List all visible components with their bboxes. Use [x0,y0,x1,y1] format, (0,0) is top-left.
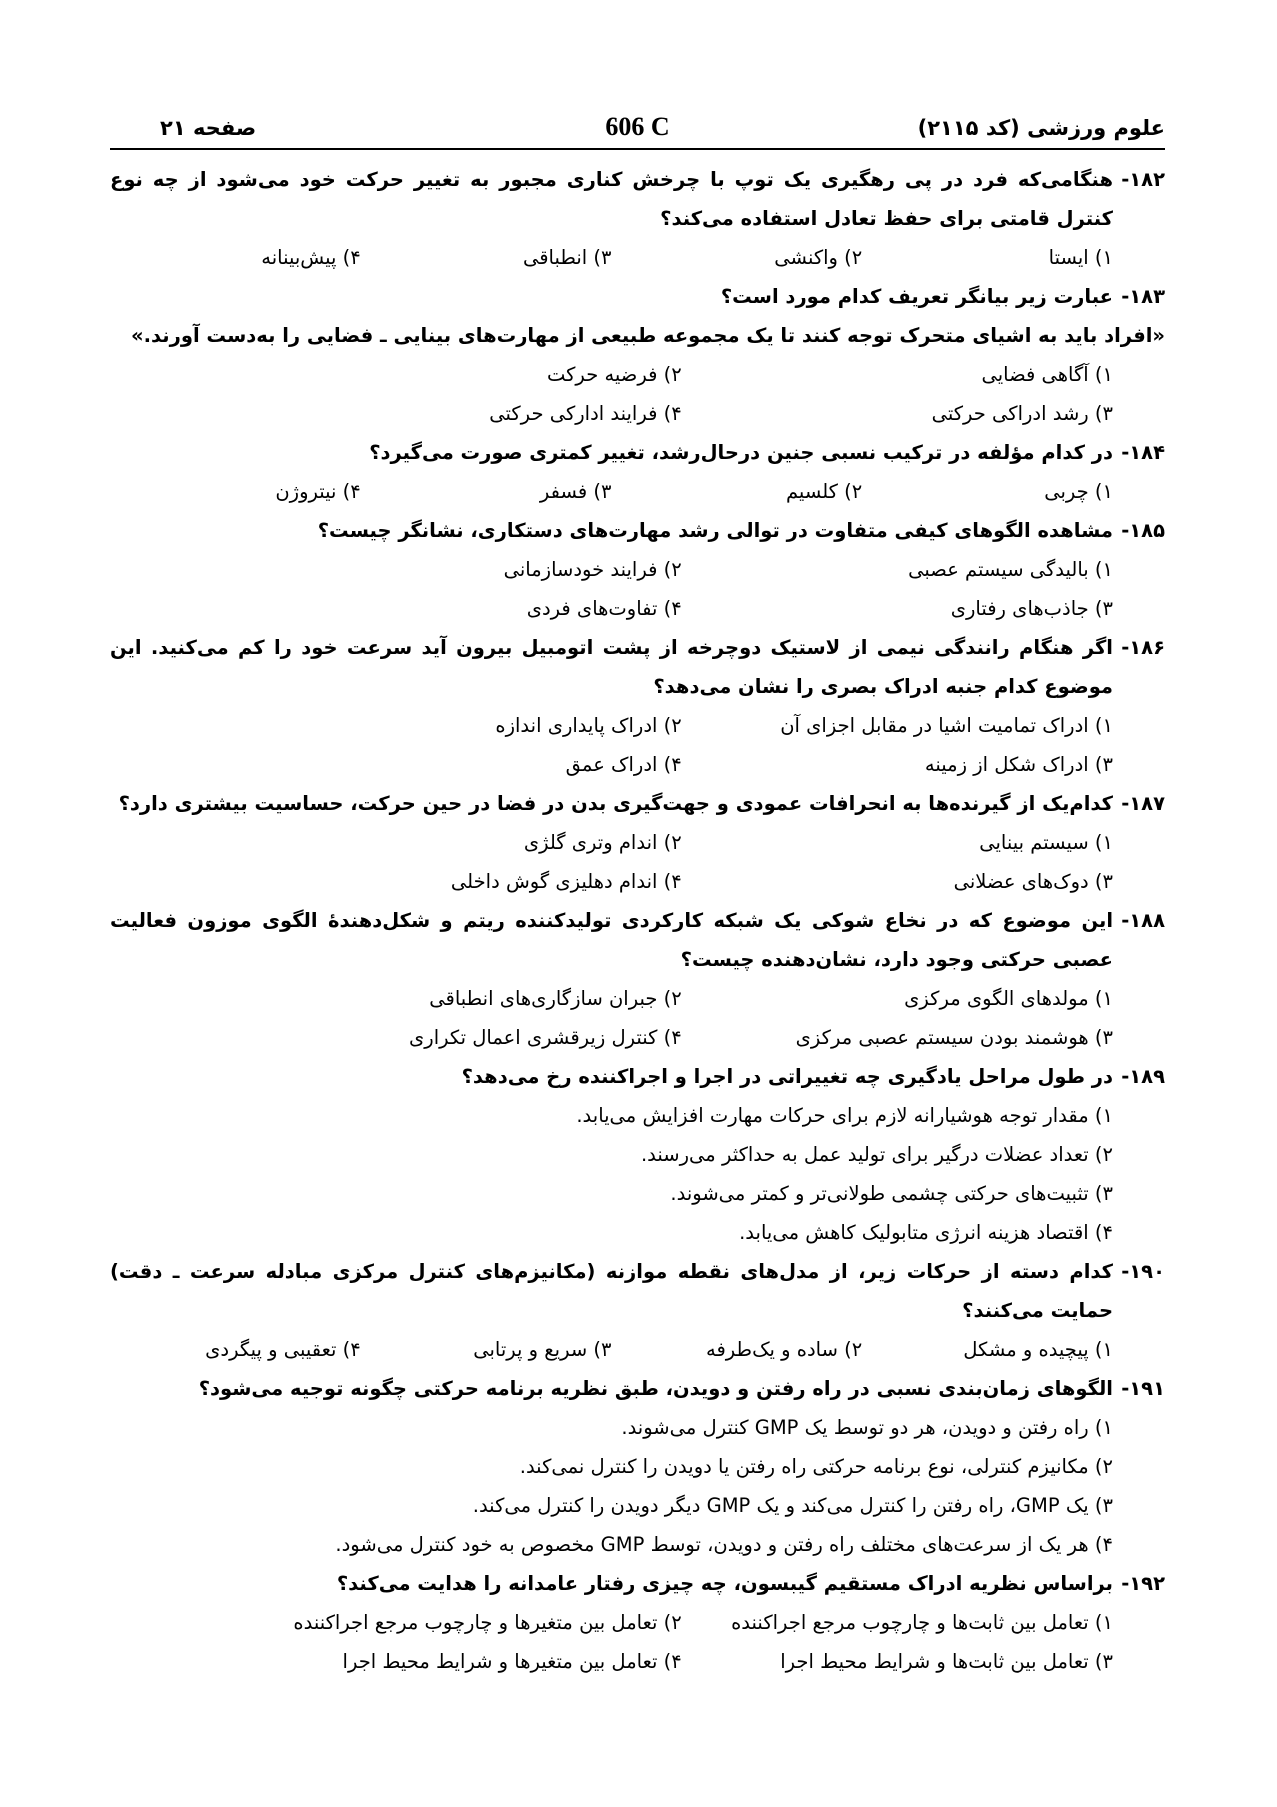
option-1: ۱) مولدهای الگوی مرکزی [904,987,1113,1010]
question-number: ۱۸۲- [1121,168,1165,191]
option-4: ۴) پیش‌بینانه [261,246,361,269]
question-189 [110,1057,1165,1252]
option-4: ۴) نیتروژن [275,480,361,503]
options [110,550,1165,628]
question-number: ۱۸۴- [1121,441,1165,464]
option-3: ۳) هوشمند بودن سیستم عصبی مرکزی [795,1026,1113,1049]
page-header [110,108,1165,148]
question-number: ۱۸۹- [1121,1065,1165,1088]
subject-title: علوم ورزشی (کد ۲۱۱۵) [917,116,1165,140]
option-2: ۲) تعامل بین متغیرها و چارچوب مرجع اجراکننده [293,1611,682,1634]
question-text: هنگامی‌که فرد در پی رهگیری یک توپ با چرخش کناری مجبور به تغییر حرکت خود می‌شود از چه نوع کنترل قامتی برای حفظ تعادل استفاده می‌کند؟ [110,168,1113,230]
booklet-code: 606 C [605,112,670,141]
option-3: ۳) انطباقی [522,246,612,269]
question-number: ۱۸۷- [1121,792,1165,815]
option-4: ۴) اقتصاد هزینه انرژی متابولیک کاهش می‌یابد. [739,1221,1113,1244]
question-text: مشاهده الگوهای کیفی متفاوت در توالی رشد مهارت‌های دستکاری، نشانگر چیست؟ [317,519,1113,542]
option-4: ۴) ادراک عمق [565,753,682,776]
question-number: ۱۹۰- [1121,1260,1165,1283]
options [110,355,1165,433]
option-1: ۱) ایستا [1048,246,1113,269]
question-186 [110,628,1165,784]
option-2: ۲) اندام وتری گلژی [523,831,682,854]
question-number: ۱۸۳- [1121,285,1165,308]
option-2: ۲) فرایند خودسازمانی [503,558,682,581]
question-text: براساس نظریه ادراک مستقیم گیبسون، چه چیزی رفتار عامدانه را هدایت می‌کند؟ [336,1572,1113,1595]
question-text: الگوهای زمان‌بندی نسبی در راه رفتن و دویدن، طبق نظریه برنامه حرکتی چگونه توجیه می‌شود؟ [198,1377,1113,1400]
option-2: ۲) تعداد عضلات درگیر برای تولید عمل به حداکثر می‌رسند. [640,1143,1113,1166]
option-3: ۳) سریع و پرتابی [473,1338,612,1361]
option-3: ۳) رشد ادراکی حرکتی [931,402,1113,425]
question-text: عبارت زیر بیانگر تعریف کدام مورد است؟ [720,285,1113,308]
option-3: ۳) یک GMP، راه رفتن را کنترل می‌کند و یک GMP دیگر دویدن را کنترل می‌کند. [472,1494,1113,1517]
option-4: ۴) اندام دهلیزی گوش داخلی [450,870,682,893]
option-2: ۲) مکانیزم کنترلی، نوع برنامه حرکتی راه رفتن یا دویدن را کنترل نمی‌کند. [519,1455,1113,1478]
question-text: اگر هنگام رانندگی نیمی از لاستیک دوچرخه از پشت اتومبیل بیرون آید سرعت خود را کم می‌کنید. این موضوع کدام جنبه ادراک بصری را نشان می‌دهد؟ [110,636,1113,698]
option-3: ۳) ادراک شکل از زمینه [924,753,1113,776]
option-4: ۴) تعامل بین متغیرها و شرایط محیط اجرا [342,1650,682,1673]
option-2: ۲) ساده و یک‌طرفه [706,1338,863,1361]
question-190 [110,1252,1165,1369]
question-187 [110,784,1165,901]
option-1: ۱) بالیدگی سیستم عصبی [908,558,1113,581]
option-2: ۲) کلسیم [785,480,863,503]
option-2: ۲) جبران سازگاری‌های انطباقی [429,987,682,1010]
options [110,472,1165,511]
option-3: ۳) تعامل بین ثابت‌ها و شرایط محیط اجرا [780,1650,1113,1673]
option-1: ۱) آگاهی فضایی [981,363,1113,386]
question-text: این موضوع که در نخاع شوکی یک شبکه کارکردی تولیدکننده ریتم و شکل‌دهندهٔ الگوی موزون فعالیت عصبی حرکتی وجود دارد، نشان‌دهنده چیست؟ [110,909,1113,971]
question-191 [110,1369,1165,1564]
question-183 [110,277,1165,433]
question-text: در طول مراحل یادگیری چه تغییراتی در اجرا و اجراکننده رخ می‌دهد؟ [461,1065,1113,1088]
option-1: ۱) ادراک تمامیت اشیا در مقابل اجزای آن [780,714,1113,737]
question-text: کدام‌یک از گیرنده‌ها به انحرافات عمودی و جهت‌گیری بدن در فضا در حین حرکت، حساسیت بیشتری دارد؟ [118,792,1113,815]
option-4: ۴) تفاوت‌های فردی [526,597,682,620]
options [110,823,1165,901]
option-1: ۱) سیستم بینایی [979,831,1113,854]
option-3: ۳) جاذب‌های رفتاری [950,597,1113,620]
option-1: ۱) راه رفتن و دویدن، هر دو توسط یک GMP کنترل می‌شوند. [621,1416,1113,1439]
option-2: ۲) ادراک پایداری اندازه [495,714,682,737]
options [110,1096,1165,1252]
option-3: ۳) فسفر [539,480,612,503]
option-2: ۲) فرضیه حرکت [547,363,682,386]
option-3: ۳) دوک‌های عضلانی [953,870,1113,893]
header-divider [110,148,1165,150]
question-number: ۱۸۵- [1121,519,1165,542]
question-number: ۱۹۲- [1121,1572,1165,1595]
question-number: ۱۹۱- [1121,1377,1165,1400]
option-3: ۳) تثبیت‌های حرکتی چشمی طولانی‌تر و کمتر می‌شوند. [670,1182,1113,1205]
page-number: صفحه ۲۱ [160,116,257,140]
option-4: ۴) تعقیبی و پیگردی [205,1338,361,1361]
option-2: ۲) واکنشی [774,246,863,269]
option-1: ۱) مقدار توجه هوشیارانه لازم برای حرکات مهارت افزایش می‌یابد. [576,1104,1113,1127]
options [110,706,1165,784]
question-182 [110,160,1165,277]
question-text: کدام دسته از حرکات زیر، از مدل‌های نقطه موازنه (مکانیزم‌های کنترل مرکزی مبادله سرعت ـ دقت) حمایت می‌کنند؟ [110,1260,1113,1322]
options [110,1408,1165,1564]
option-1: ۱) چربی [1044,480,1113,503]
question-184 [110,433,1165,511]
question-quote: «افراد باید به اشیای متحرک توجه کنند تا یک مجموعه طبیعی از مهارت‌های بینایی ـ فضایی را به‌دست آورند.» [131,324,1165,347]
options [110,979,1165,1057]
question-number: ۱۸۸- [1121,909,1165,932]
question-text: در کدام مؤلفه در ترکیب نسبی جنین درحال‌رشد، تغییر کمتری صورت می‌گیرد؟ [369,441,1113,464]
options [110,238,1165,277]
question-192 [110,1564,1165,1681]
option-1: ۱) پیچیده و مشکل [963,1338,1113,1361]
question-list [110,160,1165,1681]
options [110,1603,1165,1681]
question-number: ۱۸۶- [1121,636,1165,659]
question-185 [110,511,1165,628]
option-4: ۴) فرایند ادارکی حرکتی [489,402,682,425]
options [110,1330,1165,1369]
option-4: ۴) کنترل زیرقشری اعمال تکراری [409,1026,682,1049]
option-4: ۴) هر یک از سرعت‌های مختلف راه رفتن و دویدن، توسط GMP مخصوص به خود کنترل می‌شود. [335,1533,1113,1556]
option-1: ۱) تعامل بین ثابت‌ها و چارچوب مرجع اجراکننده [731,1611,1113,1634]
question-188 [110,901,1165,1057]
